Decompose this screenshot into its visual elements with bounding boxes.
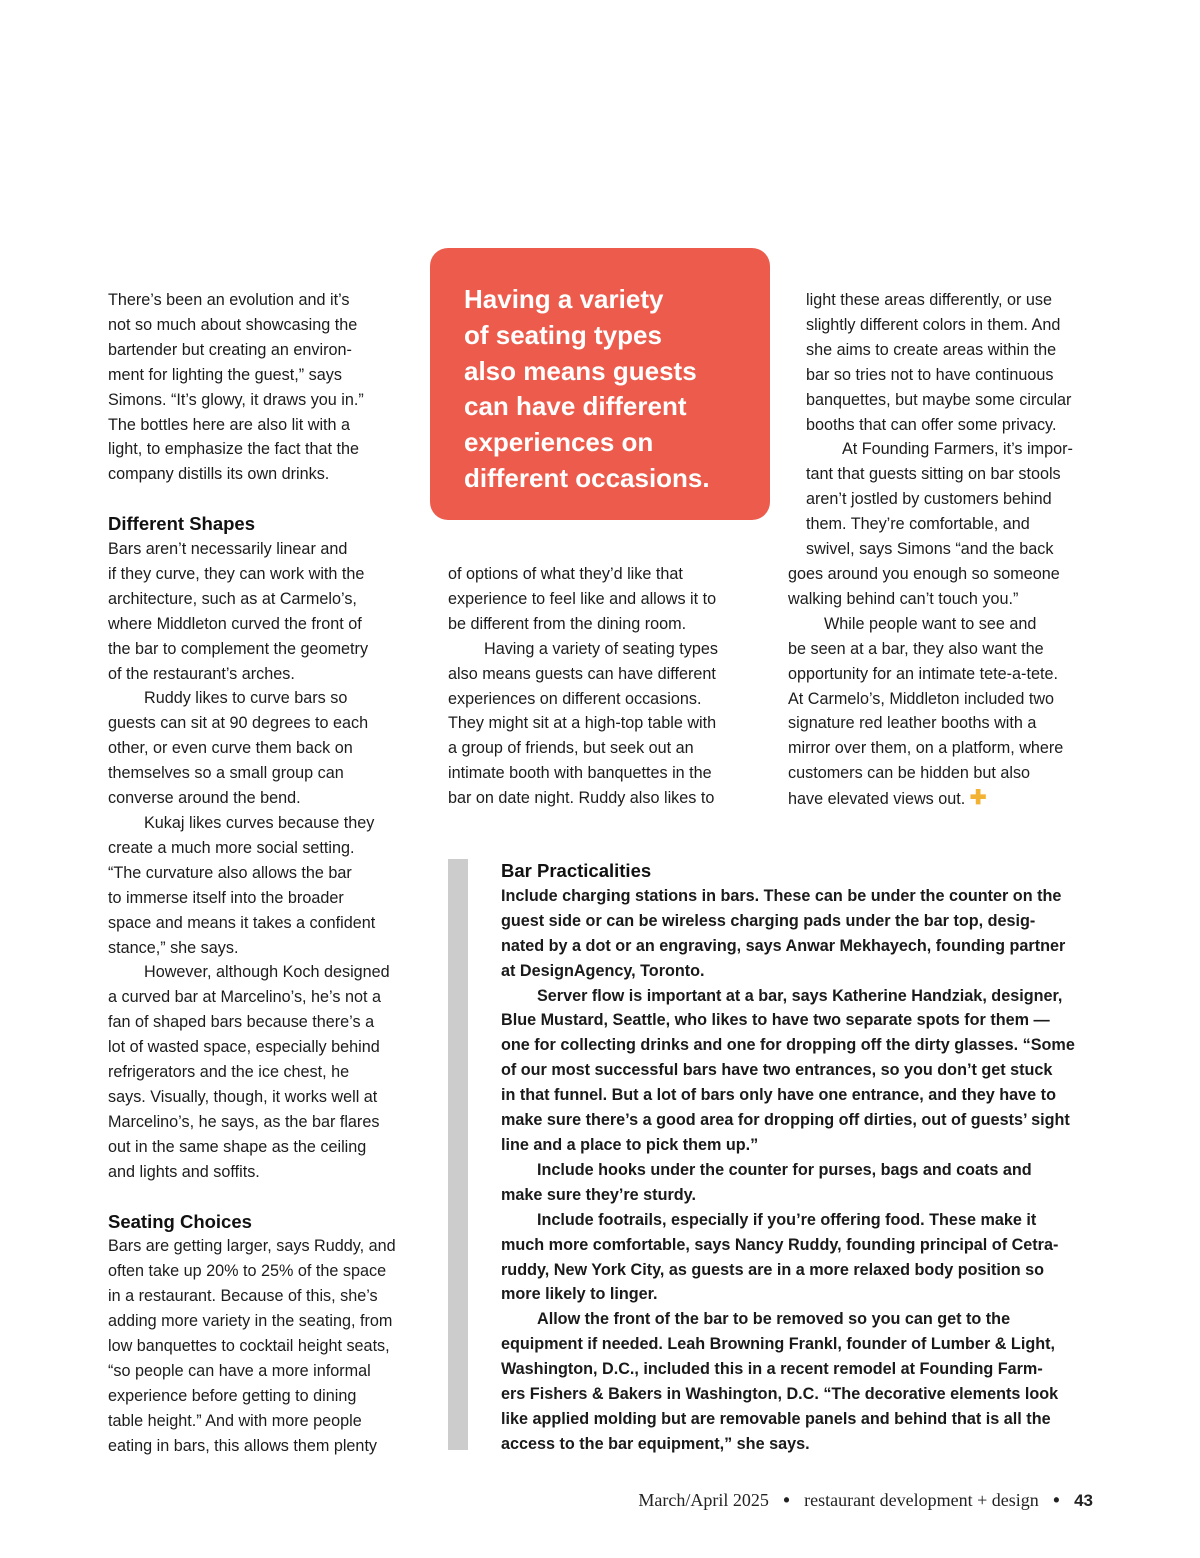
pull-quote-box bbox=[430, 248, 770, 520]
col3-paragraph-3 bbox=[788, 612, 1098, 812]
page-footer bbox=[638, 1490, 1093, 1511]
col3-paragraph-2-bottom: goes around you enough so someone walking behind can’t touch you.” bbox=[788, 564, 1060, 608]
shapes-paragraph-3: Kukaj likes curves because they create a much more social setting. “The curvature also allows the bar to immerse itself into the broader space and means it takes a confident stance,” she says. bbox=[108, 814, 376, 957]
heading-seating-choices: Seating Choices bbox=[108, 1210, 252, 1232]
article-column-3 bbox=[788, 288, 1098, 812]
col2-paragraph-1: of options of what they’d like that experience to feel like and allows it to be different from the dining room. bbox=[448, 565, 717, 633]
col3-narrow-block bbox=[788, 288, 1098, 562]
bar-practicalities-sidebar bbox=[501, 859, 1097, 1457]
sidebar-paragraph-5: Allow the front of the bar to be removed so you can get to the equipment if needed. Leah Browning Frankl, founder of Lumber & Light, Washington, D.C., included this in a recent remodel at Founding Farm- ers Fishers & Bakers in Washington, D.C. “The decorative elements look like applied molding but are removable panels and behind that is all the access to the bar equipment,” she says. bbox=[501, 1310, 1059, 1453]
col3-last-line: have elevated views out. bbox=[788, 790, 966, 809]
col3-paragraph-3-lines: While people want to see and be seen at a bar, they also want the opportunity for an intimate tete-a-tete. At Carmelo’s, Middleton included two signature red leather booths with a mirror over them, on a platform, where customers can be hidden but also bbox=[788, 614, 1064, 783]
sidebar-paragraph-2: Server flow is important at a bar, says Katherine Handziak, designer, Blue Mustard, Seattle, who likes to have two separate spots for them — one for collecting drinks and one for dropping off the dirty glasses. “Some of our most successful bars have two entrances, so you don’t get stuck in that funnel. But a lot of bars only have one entrance, and they have to make sure there’s a good area for dropping off dirties, out of guests’ sight line and a place to pick them up.” bbox=[501, 986, 1075, 1154]
footer-issue-date: March/April 2025 bbox=[638, 1490, 769, 1510]
heading-different-shapes: Different Shapes bbox=[108, 513, 256, 535]
sidebar-heading: Bar Practicalities bbox=[501, 860, 652, 881]
sidebar-paragraph-3: Include hooks under the counter for purses, bags and coats and make sure they’re sturdy. bbox=[501, 1160, 1032, 1204]
col3-paragraph-2-top: At Founding Farmers, it’s impor- tant that guests sitting on bar stools aren’t jostled by customers behind them. They’re comfortable, and swivel, says Simons “and the back bbox=[806, 440, 1073, 559]
col3-paragraph-1: light these areas differently, or use slightly different colors in them. And she aims to create areas within the bar so tries not to have continuous banquettes, but maybe some circular booths that can offer some privacy. bbox=[806, 291, 1072, 434]
footer-magazine-name: restaurant development + design bbox=[804, 1490, 1039, 1510]
shapes-paragraph-2: Ruddy likes to curve bars so guests can sit at 90 degrees to each other, or even curve them back on themselves so a small group can converse around the bend. bbox=[108, 689, 369, 808]
article-column-1 bbox=[108, 288, 420, 1459]
end-mark-plus-icon: ✚ bbox=[969, 787, 987, 810]
footer-separator: • bbox=[1053, 1490, 1060, 1510]
page-number: 43 bbox=[1074, 1491, 1093, 1510]
sidebar-paragraph-4: Include footrails, especially if you’re offering food. These make it much more comfortable, says Nancy Ruddy, founding principal of Cetra- ruddy, New York City, as guests are in a more relaxed body position so more likely to linger. bbox=[501, 1210, 1059, 1304]
seating-paragraph-1: Bars are getting larger, says Ruddy, and often take up 20% to 25% of the space in a restaurant. Because of this, she’s adding more variety in the seating, from low banquettes to cocktail height seats, “so people can have a more informal experience before getting to dining table height.” And with more people eating in bars, this allows them plenty bbox=[108, 1237, 396, 1455]
shapes-paragraph-4: However, although Koch designed a curved bar at Marcelino’s, he’s not a fan of shaped bars because there’s a lot of wasted space, especially behind refrigerators and the ice chest, he says. Visually, though, it works well at Marcelino’s, he says, as the bar flares out in the same shape as the ceiling and lights and soffits. bbox=[108, 963, 390, 1181]
pull-quote-text: Having a variety of seating types also means guests can have different experiences on different occasions. bbox=[464, 284, 710, 493]
intro-paragraph: There’s been an evolution and it’s not so much about showcasing the bartender but creating an environ- ment for lighting the guest,” says Simons. “It’s glowy, it draws you in.” The bottles here are also lit with a light, to emphasize the fact that the company distills its own drinks. bbox=[108, 291, 364, 484]
article-column-2 bbox=[448, 562, 748, 811]
footer-separator: • bbox=[783, 1490, 790, 1510]
shapes-paragraph-1: Bars aren’t necessarily linear and if they curve, they can work with the architecture, such as at Carmelo’s, where Middleton curved the front of the bar to complement the geometry of the restaurant’s arches. bbox=[108, 540, 369, 683]
col2-paragraph-2: Having a variety of seating types also means guests can have different experiences on different occasions. They might sit at a high-top table with a group of friends, but seek out an intimate booth with banquettes in the bar on date night. Ruddy also likes to bbox=[448, 639, 718, 808]
sidebar-paragraph-1: Include charging stations in bars. These can be under the counter on the guest side or can be wireless charging pads under the bar top, desig- nated by a dot or an engraving, says Anwar Mekhayech, founding partner at DesignAgency, Toronto. bbox=[501, 886, 1066, 980]
sidebar-accent-bar bbox=[448, 859, 468, 1450]
